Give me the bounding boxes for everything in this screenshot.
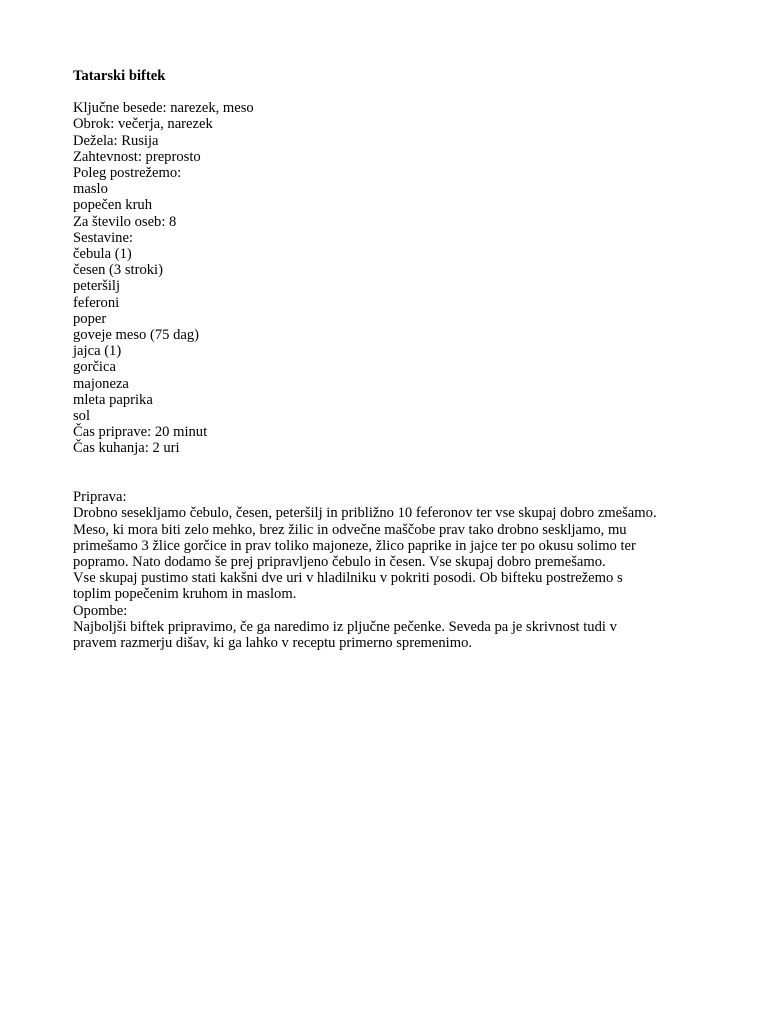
- preparation-text-line: popramo. Nato dodamo še prej pripravljeno čebulo in česen. Vse skupaj dobro premešamo.: [73, 553, 606, 570]
- serve-with-heading: Poleg postrežemo:: [73, 165, 182, 182]
- recipe-document: [73, 68, 753, 651]
- ingredients-heading: Sestavine:: [73, 229, 133, 246]
- ingredient-item: peteršilj: [73, 278, 121, 295]
- preparation-text-line: Drobno sesekljamo čebulo, česen, peteršilj in približno 10 feferonov ter vse skupaj dobro zmešamo.: [73, 505, 657, 522]
- notes-text-line: pravem razmerju dišav, ki ga lahko v receptu primerno spremenimo.: [73, 635, 473, 651]
- ingredient-item: jajca (1): [73, 343, 122, 360]
- recipe-meta: [73, 100, 753, 246]
- country-line: Dežela: Rusija: [73, 132, 159, 149]
- preparation-text-line: Meso, ki mora biti zelo mehko, brez žilic in odvečne maščobe prav tako drobno seskljamo, mu: [73, 521, 627, 538]
- preparation-heading: Priprava:: [73, 489, 127, 506]
- preparation-text-line: toplim popečenim kruhom in maslom.: [73, 586, 297, 603]
- ingredient-item: feferoni: [73, 294, 120, 311]
- ingredient-item: čebula (1): [73, 246, 132, 263]
- meal-line: Obrok: večerja, narezek: [73, 116, 213, 133]
- section-spacer: [73, 457, 753, 490]
- ingredient-item: goveje meso (75 dag): [73, 327, 200, 344]
- difficulty-line: Zahtevnost: preprosto: [73, 148, 201, 165]
- preparation-text-line: Vse skupaj pustimo stati kakšni dve uri v hladilniku v pokriti posodi. Ob bifteku postrežemo s: [73, 570, 623, 587]
- recipe-title: Tatarski biftek: [73, 68, 166, 84]
- notes-heading: Opombe:: [73, 602, 128, 619]
- servings-line: Za število oseb: 8: [73, 213, 177, 230]
- ingredient-item: mleta paprika: [73, 391, 153, 408]
- ingredient-item: poper: [73, 310, 107, 327]
- ingredients-list: [73, 246, 753, 424]
- notes-text-line: Najboljši biftek pripravimo, če ga naredimo iz pljučne pečenke. Seveda pa je skrivnost tudi v: [73, 618, 617, 635]
- preparation-section: [73, 489, 753, 602]
- ingredient-item: gorčica: [73, 359, 116, 376]
- serve-with-item: popečen kruh: [73, 197, 153, 214]
- notes-section: [73, 603, 753, 652]
- ingredient-item: česen (3 stroki): [73, 262, 163, 279]
- ingredient-item: sol: [73, 408, 91, 425]
- recipe-times: [73, 424, 753, 456]
- cook-time-line: Čas kuhanja: 2 uri: [73, 440, 180, 457]
- preparation-text-line: primešamo 3 žlice gorčice in prav toliko majoneze, žlico paprike in jajce ter po okusu solimo ter: [73, 537, 636, 554]
- serve-with-item: maslo: [73, 181, 108, 198]
- keywords-line: Ključne besede: narezek, meso: [73, 100, 254, 117]
- prep-time-line: Čas priprave: 20 minut: [73, 424, 208, 441]
- ingredient-item: majoneza: [73, 375, 129, 392]
